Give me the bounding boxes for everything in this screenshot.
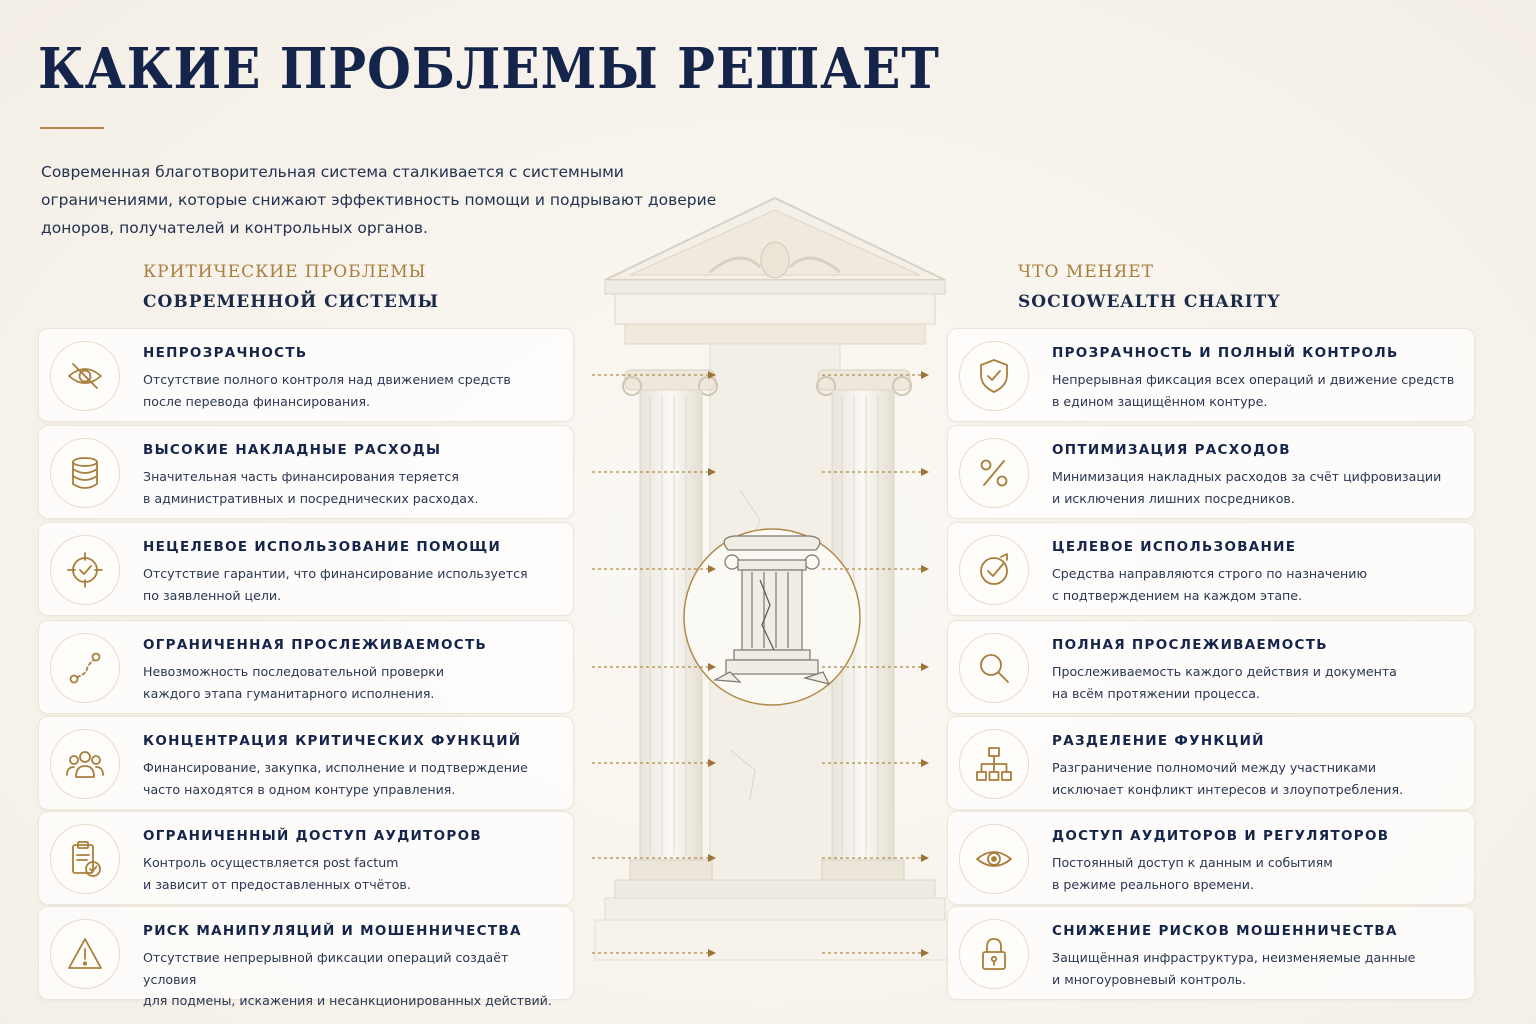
solution-card: [947, 906, 1475, 1000]
card-title: ОПТИМИЗАЦИЯ РАСХОДОВ: [1052, 442, 1291, 458]
card-title: РИСК МАНИПУЛЯЦИЙ И МОШЕННИЧЕСТВА: [143, 923, 522, 939]
card-title: КОНЦЕНТРАЦИЯ КРИТИЧЕСКИХ ФУНКЦИЙ: [143, 733, 522, 749]
card-description: [1052, 563, 1472, 606]
card-description-line: и исключения лишних посредников.: [1052, 490, 1295, 506]
card-description-line: и многоуровневый контроль.: [1052, 971, 1247, 987]
card-title: НЕПРОЗРАЧНОСТЬ: [143, 345, 308, 361]
card-description-line: Непрерывная фиксация всех операций и движение средств: [1052, 372, 1455, 387]
card-title: ЦЕЛЕВОЕ ИСПОЛЬЗОВАНИЕ: [1052, 539, 1297, 555]
problem-card: [38, 716, 574, 810]
connector-arrow: [822, 467, 929, 477]
coin-stack-icon: [50, 438, 120, 508]
card-description-line: Минимизация накладных расходов за счёт цифровизации: [1052, 469, 1442, 484]
card-description: [143, 661, 563, 704]
solution-card: [947, 811, 1475, 905]
card-description: [1052, 757, 1472, 800]
connector-arrow: [592, 758, 716, 768]
card-title: ПОЛНАЯ ПРОСЛЕЖИВАЕМОСТЬ: [1052, 637, 1328, 653]
connector-arrow: [592, 467, 716, 477]
card-description-line: Отсутствие полного контроля над движением средств: [143, 372, 511, 387]
card-description-line: и зависит от предоставленных отчётов.: [143, 876, 411, 892]
problem-card: [38, 906, 574, 1008]
card-description-line: Невозможность последовательной проверки: [143, 664, 445, 679]
connector-arrow: [592, 853, 716, 863]
card-title: ДОСТУП АУДИТОРОВ И РЕГУЛЯТОРОВ: [1052, 828, 1390, 844]
card-description-line: Отсутствие непрерывной фиксации операций создаёт условия: [143, 950, 509, 987]
page-title: КАКИЕ ПРОБЛЕМЫ РЕШАЕТ: [38, 36, 940, 102]
people-group-icon: [50, 729, 120, 799]
card-description-line: для подмены, искажения и несанкционированных действий.: [143, 993, 552, 1008]
card-description-line: Финансирование, закупка, исполнение и подтверждение: [143, 760, 528, 775]
card-description-line: Отсутствие гарантии, что финансирование используется: [143, 566, 528, 581]
temple-illustration: [590, 190, 950, 990]
card-description: [1052, 852, 1472, 895]
solution-card: [947, 716, 1475, 810]
solutions-heading: [1018, 257, 1280, 317]
card-description: [143, 563, 563, 606]
connector-arrow: [592, 662, 716, 672]
card-title: ПРОЗРАЧНОСТЬ И ПОЛНЫЙ КОНТРОЛЬ: [1052, 345, 1399, 361]
problems-heading-line2: СОВРЕМЕННОЙ СИСТЕМЫ: [143, 292, 440, 312]
card-description: [143, 852, 563, 895]
card-description-line: Прослеживаемость каждого действия и документа: [1052, 664, 1397, 679]
magnifier-icon: [959, 633, 1029, 703]
problem-card: [38, 425, 574, 519]
warning-triangle-icon: [50, 919, 120, 989]
solution-card: [947, 425, 1475, 519]
card-description: [143, 369, 563, 412]
card-description-line: исключает конфликт интересов и злоупотребления.: [1052, 781, 1404, 797]
problems-heading-line1: КРИТИЧЕСКИЕ ПРОБЛЕМЫ: [143, 262, 427, 282]
eye-slash-icon: [50, 341, 120, 411]
card-description-line: в административных и посреднических расходах.: [143, 490, 479, 506]
card-description: [1052, 661, 1472, 704]
solutions-heading-line2: SOCIOWEALTH CHARITY: [1018, 292, 1281, 312]
solutions-heading-line1: ЧТО МЕНЯЕТ: [1018, 262, 1154, 282]
card-description-line: Защищённая инфраструктура, неизменяемые данные: [1052, 950, 1416, 965]
target-crosshair-icon: [50, 535, 120, 605]
connector-arrow: [822, 758, 929, 768]
card-description-line: Средства направляются строго по назначению: [1052, 566, 1368, 581]
card-description-line: с подтверждением на каждом этапе.: [1052, 587, 1303, 603]
card-title: СНИЖЕНИЕ РИСКОВ МОШЕННИЧЕСТВА: [1052, 923, 1398, 939]
card-description-line: Постоянный доступ к данным и событиям: [1052, 855, 1333, 870]
connector-arrow: [822, 948, 929, 958]
card-description-line: после перевода финансирования.: [143, 393, 371, 409]
route-path-icon: [50, 633, 120, 703]
card-description-line: Разграничение полномочий между участниками: [1052, 760, 1377, 775]
target-check-icon: [959, 535, 1029, 605]
problem-card: [38, 328, 574, 422]
card-description: [1052, 369, 1472, 412]
padlock-icon: [959, 919, 1029, 989]
card-title: НЕЦЕЛЕВОЕ ИСПОЛЬЗОВАНИЕ ПОМОЩИ: [143, 539, 502, 555]
card-description: [143, 947, 563, 1012]
card-description-line: на всём протяжении процесса.: [1052, 685, 1260, 701]
percent-icon: [959, 438, 1029, 508]
problems-heading: [143, 257, 439, 317]
card-description: [143, 757, 563, 800]
card-title: ОГРАНИЧЕННАЯ ПРОСЛЕЖИВАЕМОСТЬ: [143, 637, 488, 653]
card-title: ОГРАНИЧЕННЫЙ ДОСТУП АУДИТОРОВ: [143, 828, 482, 844]
connector-arrow: [592, 370, 716, 380]
problem-card: [38, 620, 574, 714]
card-description-line: часто находятся в одном контуре управления.: [143, 781, 456, 797]
connector-arrow: [822, 853, 929, 863]
problem-card: [38, 522, 574, 616]
card-title: ВЫСОКИЕ НАКЛАДНЫЕ РАСХОДЫ: [143, 442, 442, 458]
title-underline: [40, 127, 104, 129]
clipboard-check-icon: [50, 824, 120, 894]
card-description: [1052, 947, 1472, 990]
problem-card: [38, 811, 574, 905]
solution-card: [947, 620, 1475, 714]
solution-card: [947, 522, 1475, 616]
card-description: [1052, 466, 1472, 509]
card-description: [143, 466, 563, 509]
intro-paragraph: Современная благотворительная система сталкивается с системными ограничениями, которые снижают эффективность помощи и подрывают доверие доноров, получателей и контрольных органов.: [41, 163, 717, 237]
card-description-line: каждого этапа гуманитарного исполнения.: [143, 685, 435, 701]
org-chart-icon: [959, 729, 1029, 799]
connector-arrow: [822, 564, 929, 574]
eye-icon: [959, 824, 1029, 894]
card-description-line: по заявленной цели.: [143, 587, 282, 603]
card-title: РАЗДЕЛЕНИЕ ФУНКЦИЙ: [1052, 733, 1265, 749]
shield-check-icon: [959, 341, 1029, 411]
card-description-line: Контроль осуществляется post factum: [143, 855, 399, 870]
connector-arrow: [592, 564, 716, 574]
connector-arrow: [822, 662, 929, 672]
card-description-line: Значительная часть финансирования теряется: [143, 469, 459, 484]
card-description-line: в режиме реального времени.: [1052, 876, 1254, 892]
card-description-line: в едином защищённом контуре.: [1052, 393, 1268, 409]
connector-arrow: [822, 370, 929, 380]
connector-arrow: [592, 948, 716, 958]
solution-card: [947, 328, 1475, 422]
